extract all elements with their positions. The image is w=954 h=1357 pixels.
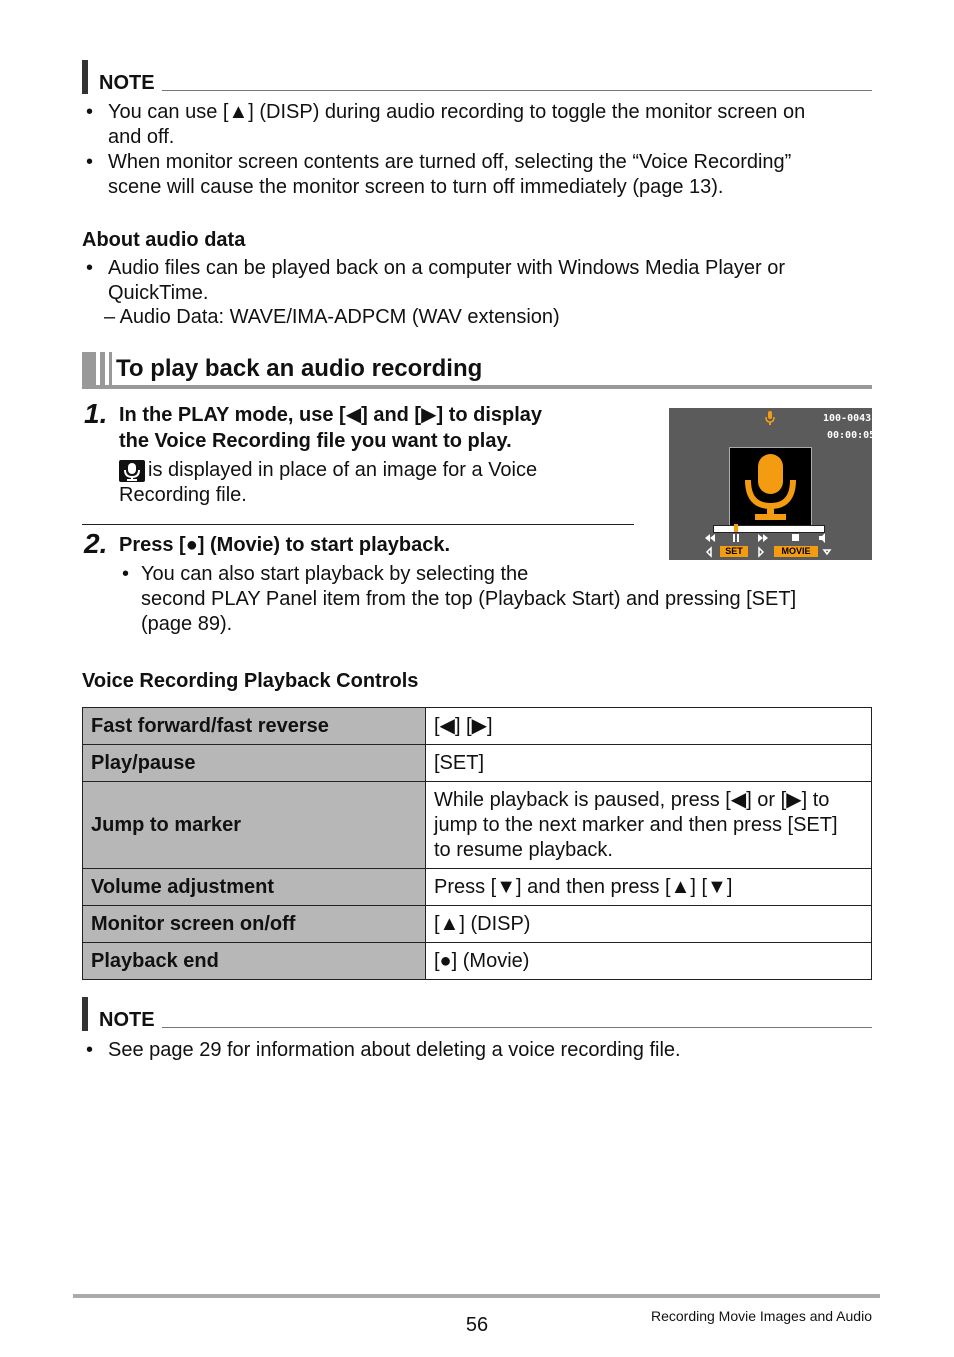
section-header	[82, 352, 872, 390]
note-rule	[162, 90, 872, 91]
step-bullet-line: second PLAY Panel item from the top (Playback Start) and pressing [SET]	[141, 588, 797, 610]
control-name: Playback end	[83, 943, 426, 980]
about-item-line: QuickTime.	[108, 282, 209, 304]
step-title-line: Press [●] (Movie) to start playback.	[119, 534, 451, 556]
camera-screen	[669, 408, 876, 560]
step-number: 2.	[84, 528, 108, 559]
controls-heading: Voice Recording Playback Controls	[82, 670, 419, 692]
about-heading: About audio data	[82, 229, 246, 251]
progress-marker	[734, 524, 738, 532]
step-title-line: In the PLAY mode, use [◀] and [▶] to display	[119, 404, 543, 426]
control-key: [●] (Movie)	[426, 943, 872, 980]
control-key: [◀] [▶]	[426, 708, 872, 745]
section-bar	[109, 352, 112, 386]
control-name: Volume adjustment	[83, 869, 426, 906]
set-key-label: SET	[720, 546, 748, 557]
step-desc-line: Recording file.	[119, 484, 247, 506]
step-bullet-line: (page 89).	[141, 613, 233, 635]
mic-small-icon	[765, 411, 775, 425]
control-key-line: jump to the next marker and then press [SET]	[434, 813, 838, 836]
microphone-icon	[730, 448, 811, 525]
step-bullet-line: You can also start playback by selecting the	[141, 563, 529, 585]
table-row	[83, 869, 872, 906]
control-name: Jump to marker	[83, 782, 426, 869]
note-label: NOTE	[99, 72, 155, 94]
playback-time: 00:00:05	[827, 430, 876, 441]
chapter-title: Recording Movie Images and Audio	[650, 1308, 872, 1324]
about-item-line: Audio files can be played back on a computer with Windows Media Player or	[108, 257, 786, 279]
file-number: 100-0043	[823, 413, 872, 424]
step-number: 1.	[84, 398, 108, 429]
note-bar	[82, 997, 88, 1031]
note-item-line: You can use [▲] (DISP) during audio recording to toggle the monitor screen on	[108, 101, 806, 123]
controls-table	[82, 707, 872, 980]
control-key: Press [▼] and then press [▲] [▼]	[426, 869, 872, 906]
control-name: Fast forward/fast reverse	[83, 708, 426, 745]
note-item-line: When monitor screen contents are turned off, selecting the “Voice Recording”	[108, 151, 792, 173]
note-header	[82, 60, 872, 94]
step-title-line: the Voice Recording file you want to play.	[119, 430, 512, 452]
control-key-line: to resume playback.	[434, 838, 613, 861]
table-row	[83, 745, 872, 782]
note-item-line: scene will cause the monitor screen to turn off immediately (page 13).	[108, 176, 724, 198]
control-name: Monitor screen on/off	[83, 906, 426, 943]
footer-rule	[73, 1294, 880, 1298]
voice-thumbnail	[729, 447, 812, 526]
control-key-line: While playback is paused, press [◀] or [▶] to	[434, 788, 830, 811]
control-key: [SET]	[426, 745, 872, 782]
section-rule	[82, 385, 872, 389]
control-key: [▲] (DISP)	[426, 906, 872, 943]
section-bar	[100, 352, 105, 386]
control-name: Play/pause	[83, 745, 426, 782]
step-divider	[82, 524, 634, 525]
note-item-line: See page 29 for information about deleting a voice recording file.	[108, 1039, 681, 1061]
down-arrow-icon	[822, 546, 832, 558]
playback-controls	[704, 532, 834, 544]
right-arrow-icon	[756, 546, 766, 558]
note-header	[82, 997, 872, 1031]
table-row	[83, 943, 872, 980]
left-arrow-icon	[704, 546, 714, 558]
section-bar	[82, 352, 96, 386]
table-row	[83, 782, 872, 869]
page-number: 56	[465, 1314, 489, 1336]
about-sub-item: – Audio Data: WAVE/IMA-ADPCM (WAV extension)	[104, 306, 560, 328]
control-key	[426, 782, 872, 869]
note-label: NOTE	[99, 1009, 155, 1031]
voice-recording-icon	[119, 460, 145, 482]
step-desc-line: is displayed in place of an image for a Voice	[148, 459, 538, 481]
movie-key-label: MOVIE	[774, 546, 818, 557]
note-bar	[82, 60, 88, 94]
note-item-line: and off.	[108, 126, 175, 148]
section-title: To play back an audio recording	[116, 355, 483, 382]
camera-bottom-bar	[704, 546, 839, 558]
note-rule	[162, 1027, 872, 1028]
table-row	[83, 906, 872, 943]
table-row	[83, 708, 872, 745]
